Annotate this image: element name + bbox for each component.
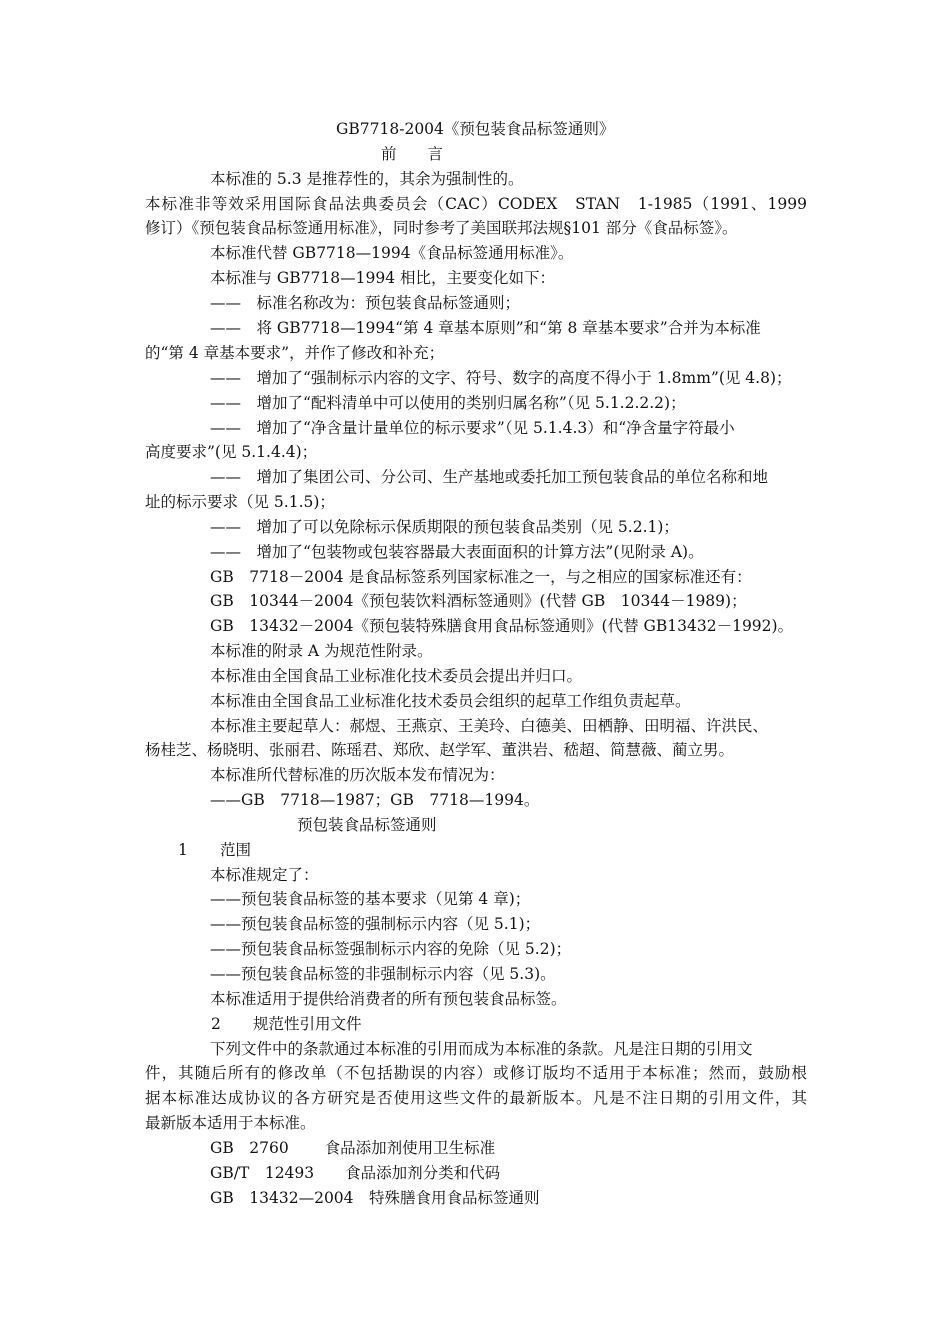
change-item: —— 增加了“包装物或包装容器最大表面面积的计算方法”(见附录 A)。 <box>210 543 704 561</box>
change-item: —— 增加了“强制标示内容的文字、符号、数字的高度不得小于 1.8mm”(见 4.8)； <box>210 369 792 387</box>
scope-item: ——预包装食品标签的强制标示内容（见 5.1)； <box>210 915 541 933</box>
change-item-cont: 高度要求”(见 5.1.4.4)； <box>145 443 318 461</box>
section-number: 1 <box>178 841 188 859</box>
preface-line: 本标准与 GB7718—1994 相比，主要变化如下： <box>210 269 556 287</box>
section-heading: 范围 <box>220 841 252 859</box>
change-item: —— 将 GB7718—1994“第 4 章基本原则”和“第 8 章基本要求”合并为本标准 <box>210 319 761 337</box>
section-line: 据本标准达成协议的各方研究是否使用这些文件的最新版本。凡是不注日期的引用文件，其 <box>145 1089 807 1107</box>
change-item: —— 标准名称改为：预包装食品标签通则； <box>210 294 521 312</box>
scope-item: ——预包装食品标签的基本要求（见第 4 章)； <box>210 890 531 908</box>
section-line: 本标准适用于提供给消费者的所有预包装食品标签。 <box>210 990 567 1008</box>
change-item-cont: 的“第 4 章基本要求”，并作了修改和补充； <box>145 344 445 362</box>
change-item: —— 增加了可以免除标示保质期限的预包装食品类别（见 5.2.1)； <box>210 518 679 536</box>
section-line: 本标准规定了： <box>210 866 319 884</box>
preface-line: 本标准由全国食品工业标准化技术委员会组织的起草工作组负责起草。 <box>210 692 691 710</box>
preface-line: ——GB 7718—1987；GB 7718—1994。 <box>210 791 540 809</box>
section-heading: 规范性引用文件 <box>253 1015 362 1033</box>
reference-item: GB/T 12493 食品添加剂分类和代码 <box>210 1164 501 1182</box>
section-line: 最新版本适用于本标准。 <box>145 1114 316 1132</box>
preface-line: 本标准所代替标准的历次版本发布情况为： <box>210 766 505 784</box>
related-standard: GB 13432－2004《预包装特殊膳食用食品标签通则》(代替 GB13432－1992)。 <box>210 617 794 635</box>
section-line: 件，其随后所有的修改单（不包括勘误的内容）或修订版均不适用于本标准；然而，鼓励根 <box>145 1064 807 1082</box>
preface-line: 本标准的附录 A 为规范性附录。 <box>210 642 433 660</box>
standard-title: 预包装食品标签通则 <box>297 816 437 834</box>
preface-line: 本标准非等效采用国际食品法典委员会（CAC）CODEX STAN 1-1985（1991、1999 <box>145 195 807 213</box>
preface-line: 本标准由全国食品工业标准化技术委员会提出并归口。 <box>210 667 583 685</box>
scope-item: ——预包装食品标签强制标示内容的免除（见 5.2)； <box>210 940 572 958</box>
preface-line: GB 7718－2004 是食品标签系列国家标准之一，与之相应的国家标准还有： <box>210 568 752 586</box>
scope-item: ——预包装食品标签的非强制标示内容（见 5.3)。 <box>210 965 556 983</box>
drafters-line: 本标准主要起草人：郝煜、王燕京、王美玲、白德美、田栖静、田明福、许洪民、 <box>210 717 769 735</box>
reference-item: GB 2760 食品添加剂使用卫生标准 <box>210 1139 496 1157</box>
change-item: —— 增加了“净含量计量单位的标示要求”（见 5.1.4.3）和“净含量字符最小 <box>210 419 735 437</box>
change-item-cont: 址的标示要求（见 5.1.5)； <box>145 493 335 511</box>
reference-item: GB 13432—2004 特殊膳食用食品标签通则 <box>210 1189 540 1207</box>
change-item: —— 增加了集团公司、分公司、生产基地或委托加工预包装食品的单位名称和地 <box>210 468 769 486</box>
section-number: 2 <box>211 1015 221 1033</box>
section-line: 下列文件中的条款通过本标准的引用而成为本标准的条款。凡是注日期的引用文 <box>210 1040 753 1058</box>
drafters-line: 杨桂芝、杨晓明、张丽君、陈瑶君、郑欣、赵学军、董洪岩、嵇超、简慧薇、蔺立男。 <box>145 741 735 759</box>
change-item: —— 增加了“配料清单中可以使用的类别归属名称”（见 5.1.2.2.2)； <box>210 394 686 412</box>
preface-heading: 前 言 <box>381 145 444 163</box>
related-standard: GB 10344－2004《预包装饮料酒标签通则》(代替 GB 10344－1989)； <box>210 592 747 610</box>
document-title: GB7718-2004《预包装食品标签通则》 <box>336 120 615 138</box>
preface-line: 本标准的 5.3 是推荐性的，其余为强制性的。 <box>210 170 524 188</box>
preface-line: 本标准代替 GB7718—1994《食品标签通用标准》。 <box>210 244 574 262</box>
preface-line: 修订）《预包装食品标签通用标准》，同时参考了美国联邦法规§101 部分《食品标签》。 <box>145 219 738 237</box>
